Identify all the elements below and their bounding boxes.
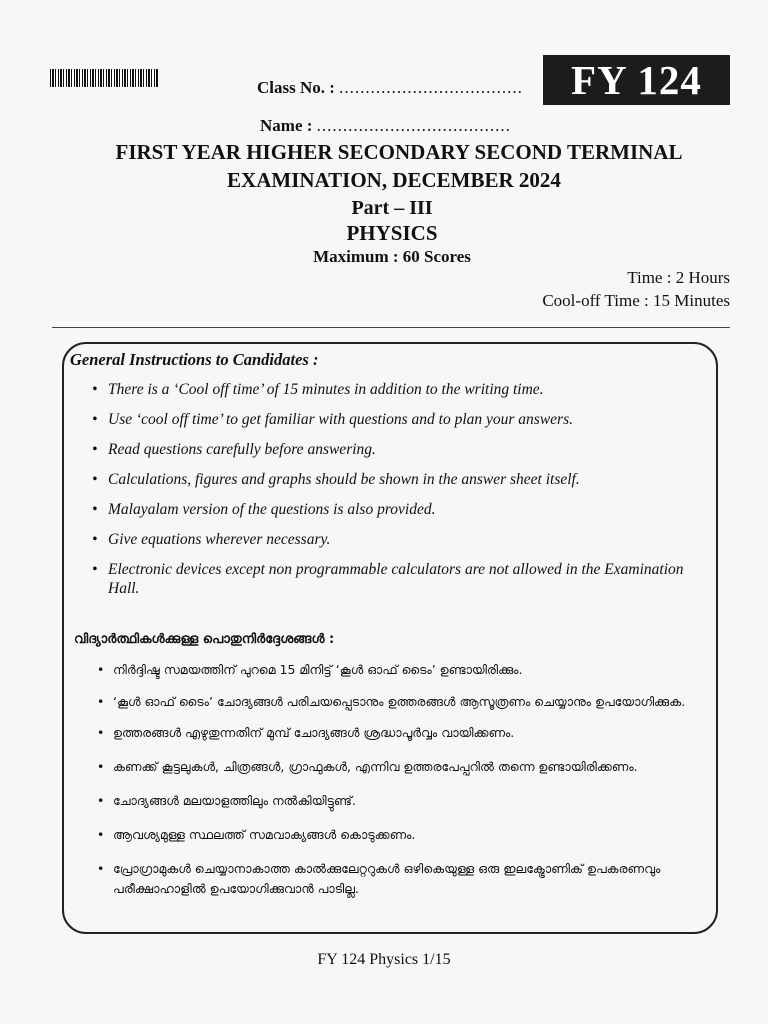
instruction-item-en: • There is a ‘Cool off time’ of 15 minutes in addition to the writing time. [92, 380, 702, 399]
barcode [50, 69, 158, 87]
class-number-label: Class No. : [257, 78, 335, 97]
paper-code: FY 124 [571, 57, 702, 103]
instruction-item-en: • Give equations wherever necessary. [92, 530, 702, 549]
name-label: Name : [260, 116, 313, 135]
instruction-item-en: • Malayalam version of the questions is also provided. [92, 500, 702, 519]
class-number-blank: ................................... [339, 78, 523, 97]
instructions-heading-en: General Instructions to Candidates : [70, 350, 319, 369]
exam-title-line2: EXAMINATION, DECEMBER 2024 [227, 168, 561, 192]
exam-part: Part – III [351, 197, 433, 219]
class-number-field [257, 78, 523, 98]
page-footer: FY 124 Physics 1/15 [317, 951, 451, 968]
instruction-item-en: • Calculations, figures and graphs should be shown in the answer sheet itself. [92, 470, 702, 489]
cool-off-time: Cool-off Time : 15 Minutes [542, 291, 730, 310]
maximum-score: Maximum : 60 Scores [313, 247, 471, 266]
header-divider [52, 327, 730, 328]
instruction-item-ml: • ‘കൂൾ ഓഫ് ടൈം’ ചോദ്യങ്ങൾ പരിചയപ്പെടാനും ഉത്തരങ്ങൾ ആസൂത്രണം ചെയ്യാനും ഉപയോഗിക്കുക. [97, 692, 712, 712]
instruction-item-ml: • ചോദ്യങ്ങൾ മലയാളത്തിലും നൽകിയിട്ടുണ്ട്. [97, 791, 712, 811]
instructions-list-ml [97, 660, 712, 899]
instruction-item-en: • Read questions carefully before answering. [92, 440, 702, 459]
instructions-list-en [92, 380, 702, 609]
instruction-item-ml: • നിർദ്ദിഷ്ട സമയത്തിന് പുറമെ 15 മിനിട്ട് ‘കൂൾ ഓഫ് ടൈം’ ഉണ്ടായിരിക്കും. [97, 660, 712, 680]
name-blank: ..................................... [316, 116, 511, 135]
instruction-item-ml: • ഉത്തരങ്ങൾ എഴുതുന്നതിന് മുമ്പ് ചോദ്യങ്ങൾ ശ്രദ്ധാപൂർവ്വം വായിക്കണം. [97, 723, 712, 743]
instructions-heading-ml: വിദ്യാർത്ഥികൾക്കുള്ള പൊതുനിർദ്ദേശങ്ങൾ : [74, 632, 335, 647]
exam-subject: PHYSICS [346, 221, 438, 245]
exam-duration: Time : 2 Hours [627, 268, 730, 287]
instruction-item-ml: • കണക്ക് കൂട്ടലുകൾ, ചിത്രങ്ങൾ, ഗ്രാഫുകൾ, എന്നിവ ഉത്തരപേപ്പറിൽ തന്നെ ഉണ്ടായിരിക്കണം. [97, 757, 712, 777]
paper-code-box [543, 55, 730, 105]
instruction-item-ml: • ആവശ്യമുള്ള സ്ഥലത്ത് സമവാക്യങ്ങൾ കൊടുക്കണം. [97, 825, 712, 845]
exam-title-line1: FIRST YEAR HIGHER SECONDARY SECOND TERMINAL [115, 140, 683, 164]
instruction-item-ml: • പ്രോഗ്രാമുകൾ ചെയ്യാനാകാത്ത കാൽക്കുലേറ്ററുകൾ ഒഴികെയുള്ള ഒരു ഇലക്ട്രോണിക് ഉപകരണവും പരീക്ഷാഹാളിൽ ഉപയോഗിക്കുവാൻ പാടില്ല. [97, 859, 712, 899]
instruction-item-en: • Electronic devices except non programmable calculators are not allowed in the Examination Hall. [92, 560, 702, 598]
instruction-item-en: • Use ‘cool off time’ to get familiar with questions and to plan your answers. [92, 410, 702, 429]
name-field [260, 116, 511, 136]
